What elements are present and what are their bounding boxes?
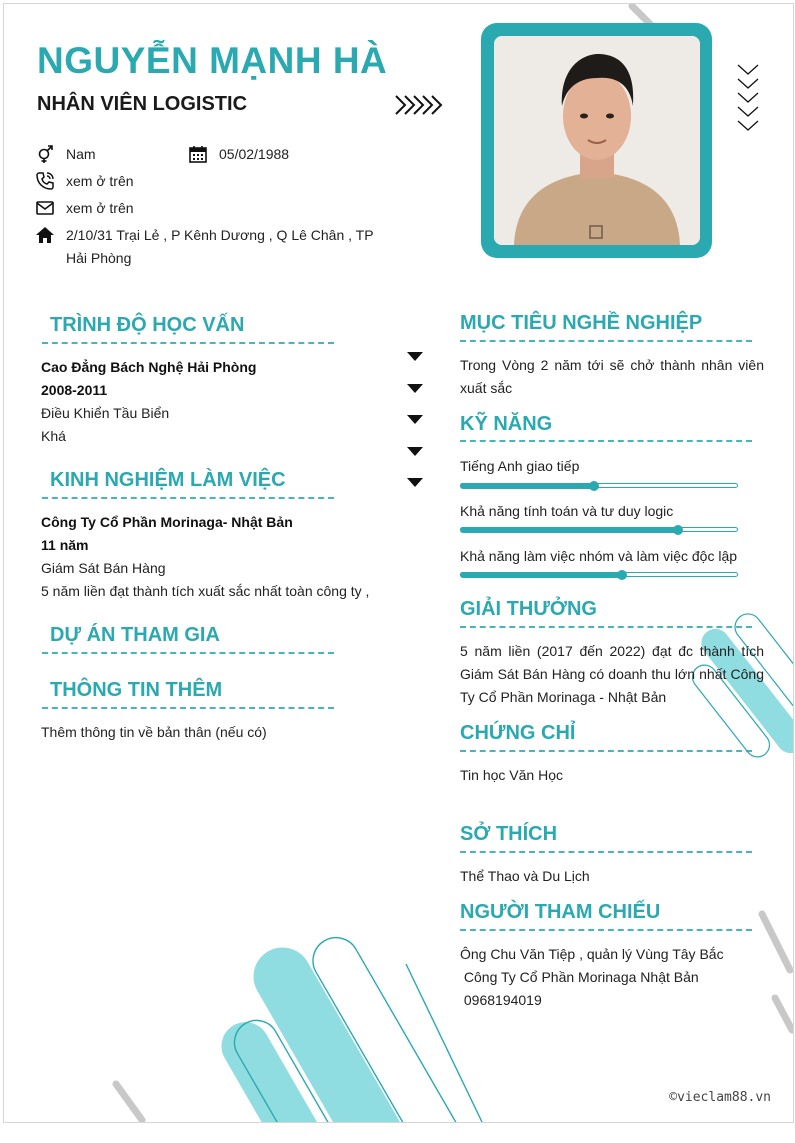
experience-role: Giám Sát Bán Hàng bbox=[41, 560, 166, 576]
email-value: xem ở trên bbox=[66, 200, 134, 216]
job-position: NHÂN VIÊN LOGISTIC bbox=[37, 93, 248, 115]
reference-person: Ông Chu Văn Tiệp , quản lý Vùng Tây Bắc bbox=[460, 946, 724, 962]
experience-title: KINH NGHIỆM LÀM VIỆC bbox=[50, 469, 286, 491]
move-down-icon[interactable] bbox=[407, 478, 423, 487]
hobbies-title: SỞ THÍCH bbox=[460, 823, 558, 845]
references-divider bbox=[460, 929, 752, 933]
move-down-icon[interactable] bbox=[407, 447, 423, 456]
home-icon bbox=[35, 225, 55, 245]
additional-title: THÔNG TIN THÊM bbox=[50, 679, 223, 701]
skill-bar-fill bbox=[460, 572, 622, 578]
skills-title: KỸ NĂNG bbox=[460, 413, 553, 435]
certificates-title: CHỨNG CHỈ bbox=[460, 722, 576, 744]
hobbies-divider bbox=[460, 851, 752, 855]
watermark: ©vieclam88.vn bbox=[669, 1090, 771, 1105]
education-years: 2008-2011 bbox=[41, 382, 108, 398]
objective-text: Trong Vòng 2 năm tới sẽ chở thành nhân viên xuất sắc bbox=[460, 357, 764, 396]
experience-achievement: 5 năm liền đạt thành tích xuất sắc nhất toàn công ty , bbox=[41, 583, 370, 599]
objective-title: MỤC TIÊU NGHỀ NGHIỆP bbox=[460, 312, 703, 334]
awards-text: 5 năm liền (2017 đến 2022) đạt đc thành tích Giám Sát Bán Hàng có doanh thu lớn nhất Công Ty Cổ Phần Morinaga - Nhật Bản bbox=[460, 643, 764, 705]
education-major: Điều Khiển Tầu Biển bbox=[41, 405, 170, 421]
email-icon bbox=[35, 198, 55, 218]
hobbies-text: Thể Thao và Du Lịch bbox=[460, 868, 590, 884]
skill-label: Tiếng Anh giao tiếp bbox=[460, 458, 580, 474]
address-value: 2/10/31 Trại Lẻ , P Kênh Dương , Q Lê Chân , TP Hải Phòng bbox=[66, 227, 374, 266]
skill-bar-fill bbox=[460, 527, 678, 533]
projects-divider bbox=[42, 652, 334, 656]
additional-text: Thêm thông tin về bản thân (nếu có) bbox=[41, 724, 267, 740]
experience-duration: 11 năm bbox=[41, 537, 89, 553]
move-down-icon[interactable] bbox=[407, 415, 423, 424]
certificates-text: Tin học Văn Học bbox=[460, 767, 563, 783]
move-down-icon[interactable] bbox=[407, 384, 423, 393]
skill-label: Khả năng tính toán và tư duy logic bbox=[460, 503, 674, 519]
move-down-icon[interactable] bbox=[407, 352, 423, 361]
skill-bar-knob[interactable] bbox=[589, 481, 599, 491]
skill-bar-knob[interactable] bbox=[617, 570, 627, 580]
additional-divider bbox=[42, 707, 334, 711]
education-grade: Khá bbox=[41, 428, 66, 444]
birthday-value: 05/02/1988 bbox=[219, 146, 290, 162]
objective-divider bbox=[460, 340, 752, 344]
awards-title: GIẢI THƯỞNG bbox=[460, 598, 597, 620]
phone-value: xem ở trên bbox=[66, 173, 134, 189]
calendar-icon bbox=[188, 144, 208, 164]
certificates-divider bbox=[460, 750, 752, 754]
education-divider bbox=[42, 342, 334, 346]
gender-value: Nam bbox=[66, 146, 96, 162]
experience-company: Công Ty Cổ Phần Morinaga- Nhật Bản bbox=[41, 514, 293, 530]
skill-bar-fill bbox=[460, 483, 594, 489]
reference-phone: 0968194019 bbox=[460, 992, 542, 1008]
education-school: Cao Đẳng Bách Nghệ Hải Phòng bbox=[41, 359, 257, 375]
cv-page bbox=[3, 3, 794, 1123]
profile-photo bbox=[494, 36, 700, 245]
awards-divider bbox=[460, 626, 752, 630]
gender-icon bbox=[35, 144, 55, 164]
projects-title: DỰ ÁN THAM GIA bbox=[50, 624, 220, 646]
experience-divider bbox=[42, 497, 334, 501]
references-title: NGƯỜI THAM CHIẾU bbox=[460, 901, 661, 923]
skill-bar-knob[interactable] bbox=[673, 525, 683, 535]
skill-label: Khả năng làm việc nhóm và làm việc độc lập bbox=[460, 548, 738, 564]
candidate-name: NGUYỄN MẠNH HÀ bbox=[37, 40, 388, 81]
phone-icon bbox=[35, 171, 55, 191]
education-title: TRÌNH ĐỘ HỌC VẤN bbox=[50, 314, 245, 336]
reference-company: Công Ty Cổ Phần Morinaga Nhật Bản bbox=[460, 969, 699, 985]
skills-divider bbox=[460, 440, 752, 444]
